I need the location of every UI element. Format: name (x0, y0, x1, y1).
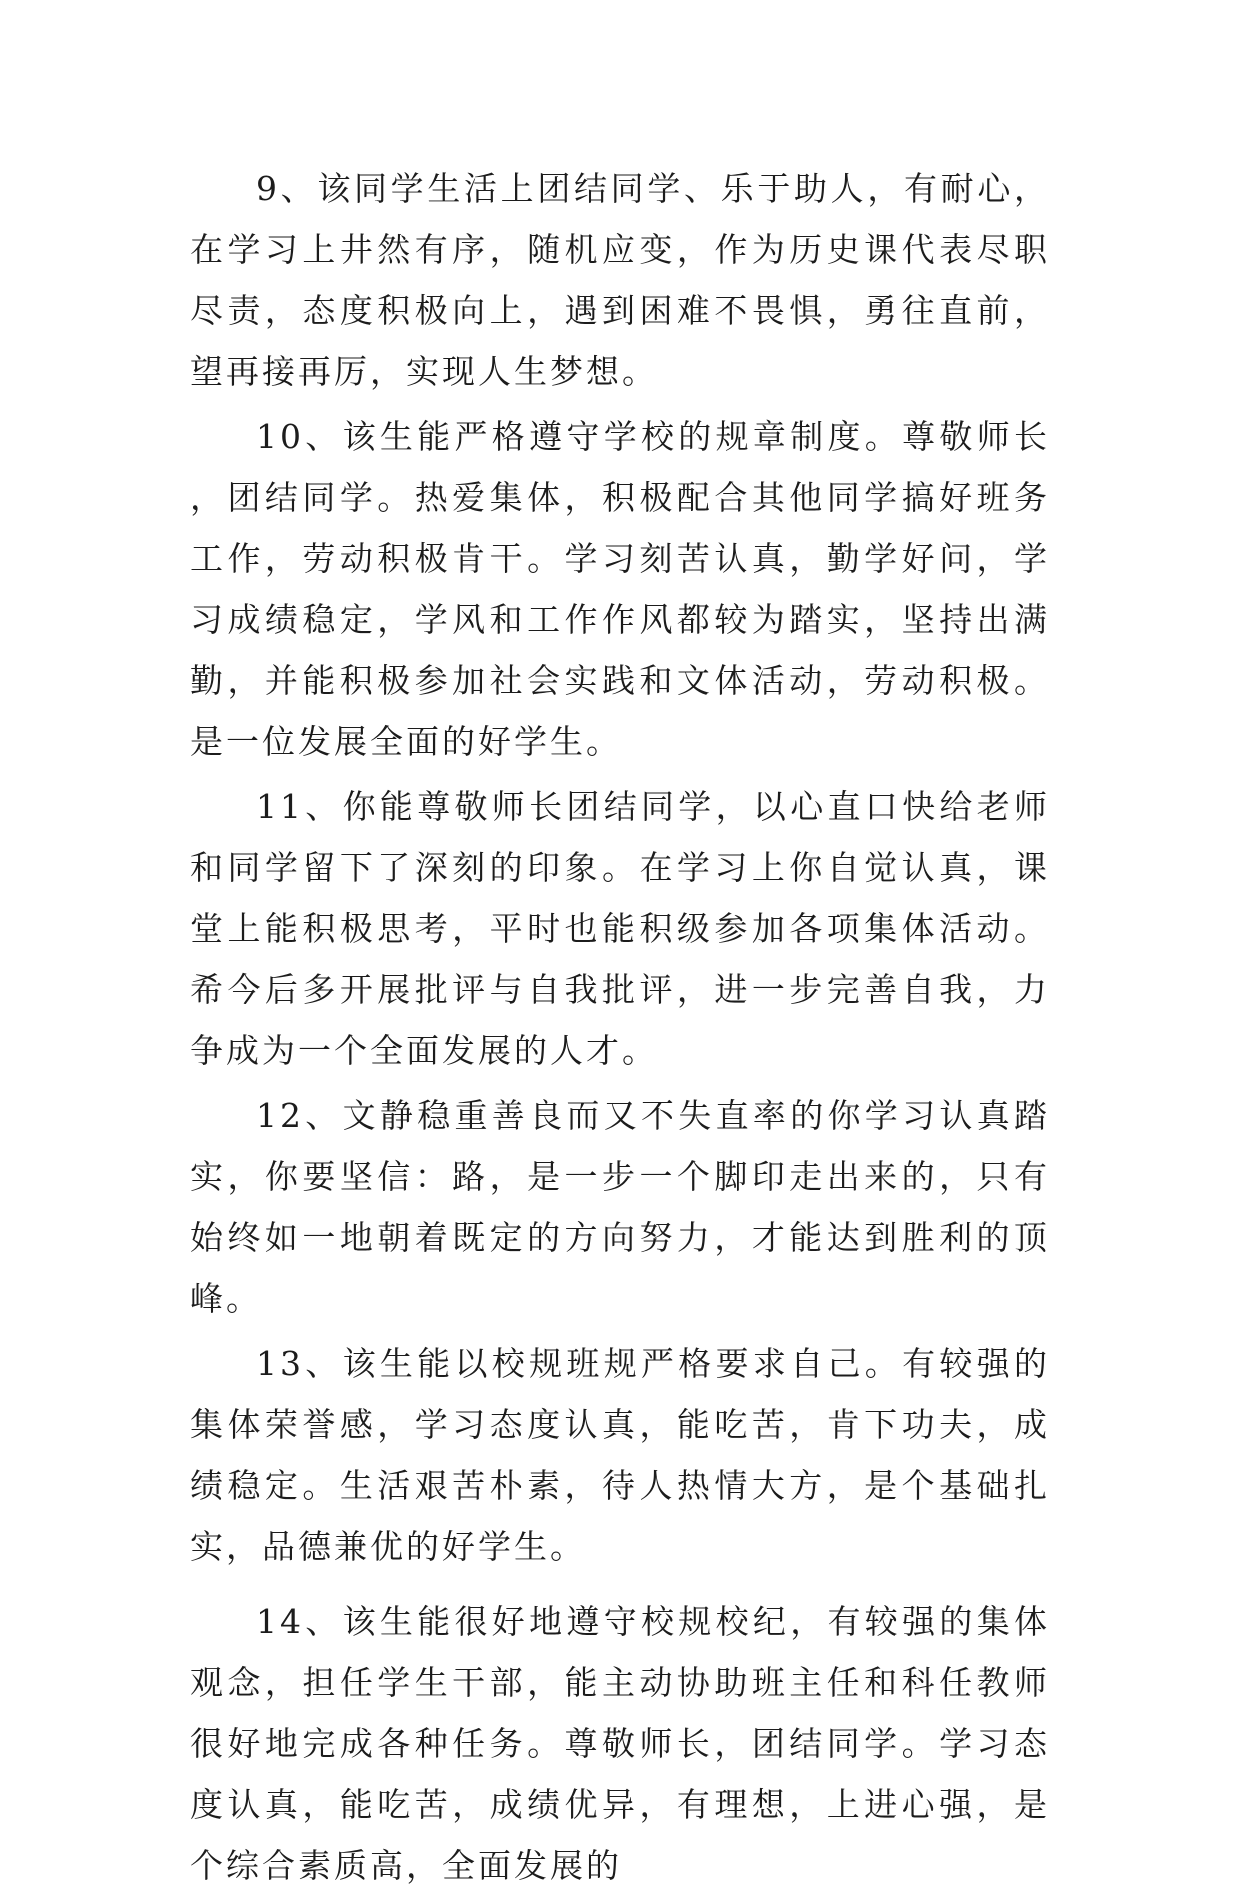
paragraph-10: 10、该生能严格遵守学校的规章制度。尊敬师长，团结同学。热爱集体，积极配合其他同学搞好班务工作，劳动积极肯干。学习刻苦认真，勤学好问，学习成绩稳定，学风和工作作风都较为踏实，坚持出满勤，并能积极参加社会实践和文体活动，劳动积极。是一位发展全面的好学生。 (190, 417, 1050, 761)
paragraph-11: 11、你能尊敬师长团结同学，以心直口快给老师和同学留下了深刻的印象。在学习上你自觉认真，课堂上能积极思考，平时也能积级参加各项集体活动。希今后多开展批评与自我批评，进一步完善自我，力争成为一个全面发展的人才。 (190, 787, 1050, 1070)
document-page (190, 158, 1050, 1900)
paragraph-14: 14、该生能很好地遵守校规校纪，有较强的集体观念，担任学生干部，能主动协助班主任和科任教师很好地完成各种任务。尊敬师长，团结同学。学习态度认真，能吃苦，成绩优异，有理想，上进心强，是个综合素质高，全面发展的 (190, 1602, 1050, 1885)
paragraph-12: 12、文静稳重善良而又不失直率的你学习认真踏实，你要坚信：路，是一步一个脚印走出来的，只有始终如一地朝着既定的方向努力，才能达到胜利的顶峰。 (190, 1096, 1050, 1318)
paragraph-13: 13、该生能以校规班规严格要求自己。有较强的集体荣誉感，学习态度认真，能吃苦，肯下功夫，成绩稳定。生活艰苦朴素，待人热情大方，是个基础扎实，品德兼优的好学生。 (190, 1344, 1050, 1566)
paragraph-9: 9、该同学生活上团结同学、乐于助人，有耐心，在学习上井然有序，随机应变，作为历史课代表尽职尽责，态度积极向上，遇到困难不畏惧，勇往直前，望再接再厉，实现人生梦想。 (190, 169, 1050, 391)
